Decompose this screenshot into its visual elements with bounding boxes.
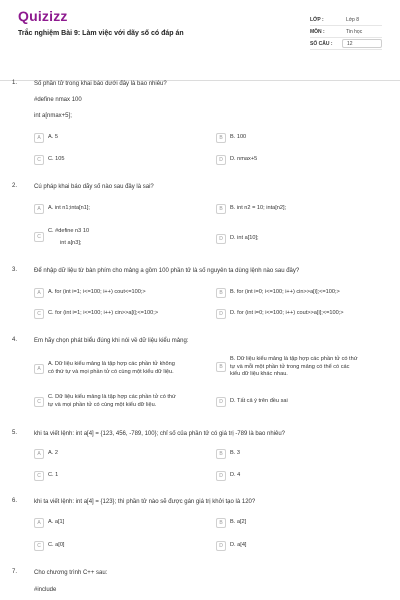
- count-value: 12: [342, 39, 382, 48]
- option-line: B. Dữ liệu kiểu mảng là tập hợp các phần tử có thứ: [230, 356, 358, 362]
- option-letter: A: [34, 288, 44, 298]
- option-b[interactable]: [216, 449, 240, 459]
- subject-value: Tin học: [346, 28, 363, 35]
- option-d[interactable]: [216, 309, 344, 319]
- option-text: C. for (int i=1; i<=100; i++) cin>>a[i];<=100;>: [48, 310, 159, 317]
- option-letter: D: [216, 309, 226, 319]
- option-text: [230, 356, 357, 379]
- option-text: A. a[1]: [48, 519, 65, 526]
- option-letter: C: [34, 471, 44, 481]
- option-text: C. 105: [48, 156, 65, 163]
- option-c[interactable]: [34, 155, 64, 165]
- worksheet-title: Trắc nghiệm Bài 9: Làm việc với dãy số có đáp án: [18, 30, 184, 37]
- question-number: 5.: [12, 430, 18, 436]
- option-letter: C: [34, 309, 44, 319]
- option-line: A. Dữ liệu kiểu mảng là tập hợp các phần tử không: [48, 361, 175, 367]
- option-d[interactable]: [216, 471, 240, 481]
- option-text: D. for (int i=0; i<=100; i++) cout>>a[i];<=100;>: [230, 310, 344, 317]
- option-b[interactable]: [216, 288, 340, 298]
- option-b[interactable]: [216, 133, 246, 143]
- option-text: A. 2: [48, 450, 58, 457]
- question-text: Cú pháp khai báo dãy số nào sau đây là sai?: [34, 184, 154, 190]
- option-d[interactable]: [216, 155, 257, 165]
- option-a[interactable]: [34, 449, 58, 459]
- header-left: [18, 8, 184, 66]
- option-letter: A: [34, 133, 44, 143]
- option-text: A. 5: [48, 134, 58, 141]
- option-line: tự và mỗi một phần tử trong mảng có thể có các: [230, 363, 350, 370]
- option-b[interactable]: [216, 518, 246, 528]
- option-b[interactable]: [216, 204, 286, 214]
- question-text: Em hãy chọn phát biểu đúng khi nói về dữ liệu kiểu mảng:: [34, 338, 189, 344]
- option-letter: D: [216, 397, 226, 407]
- option-letter: A: [34, 364, 44, 374]
- option-d[interactable]: [216, 397, 288, 407]
- option-text: D. int a[10];: [230, 235, 259, 242]
- class-label: LỚP :: [310, 16, 324, 23]
- option-text: [48, 361, 175, 376]
- question-number: 7.: [12, 569, 18, 575]
- option-letter: C: [34, 541, 44, 551]
- question-number: 1.: [12, 80, 18, 86]
- option-line: kiểu dữ liệu khác nhau.: [230, 371, 288, 377]
- option-text: B. for (int i=0; i<=100; i++) cin>>a[i];<=100;>: [230, 289, 340, 296]
- meta-subject: [310, 26, 382, 38]
- question-number: 6.: [12, 498, 18, 504]
- option-letter: B: [216, 518, 226, 528]
- option-text: A. int n1;inta[n1];: [48, 205, 90, 212]
- option-a[interactable]: [34, 361, 175, 376]
- class-value: Lớp 8: [346, 16, 360, 23]
- question-text: Để nhập dữ liệu từ bàn phím cho mảng a gồm 100 phần tử là số nguyên ta dùng lệnh nào sau đây?: [34, 268, 300, 274]
- count-label: SỐ CÂU :: [310, 40, 333, 47]
- option-text: C. 1: [48, 472, 59, 479]
- option-text: [48, 394, 176, 409]
- question-text: Cho chương trình C++ sau:: [34, 570, 108, 576]
- option-letter: C: [34, 155, 44, 165]
- code-line: #define nmax 100: [34, 97, 82, 103]
- quizizz-logo: Quizizz: [18, 8, 68, 24]
- option-line: có thứ tự và mọi phần tử có cùng một kiểu dữ liệu.: [48, 368, 174, 375]
- question-text: Số phần tử trong khai báo dưới đây là bao nhiêu?: [34, 81, 167, 87]
- worksheet-meta: [310, 14, 382, 66]
- option-a[interactable]: [34, 204, 90, 214]
- meta-class: [310, 14, 382, 26]
- option-c[interactable]: [34, 225, 89, 249]
- code-line: #include: [34, 587, 57, 593]
- option-text: C. a[0]: [48, 542, 65, 549]
- option-letter: B: [216, 449, 226, 459]
- option-a[interactable]: [34, 518, 64, 528]
- option-text: B. 100: [230, 134, 247, 141]
- option-letter: B: [216, 288, 226, 298]
- question-number: 2.: [12, 183, 18, 189]
- option-letter: B: [216, 133, 226, 143]
- question-number: 4.: [12, 337, 18, 343]
- option-c[interactable]: [34, 471, 58, 481]
- option-letter: A: [34, 518, 44, 528]
- option-line: C. #define n3 10: [48, 228, 90, 234]
- option-letter: D: [216, 155, 226, 165]
- question-text: khi ta viết lệnh: int a[4] = {123, 456, -789, 100}; chỉ số của phần tử có giá trị -789 là bao nhiêu?: [34, 431, 286, 437]
- meta-count: [310, 38, 382, 50]
- option-text: D. a[4]: [230, 542, 247, 549]
- option-b[interactable]: [216, 356, 357, 379]
- option-text: B. 3: [230, 450, 240, 457]
- option-text: B. int n2 = 10; inta[n2];: [230, 205, 287, 212]
- option-line: tự và mọi phần tử có cùng một kiểu dữ liệu.: [48, 401, 157, 408]
- option-d[interactable]: [216, 541, 246, 551]
- option-c[interactable]: [34, 394, 176, 409]
- option-letter: C: [34, 397, 44, 407]
- option-text: D. Tất cả ý trên đều sai: [230, 398, 288, 405]
- option-letter: D: [216, 471, 226, 481]
- option-line: C. Dữ liệu kiểu mảng là tập hợp các phần tử có thứ: [48, 394, 176, 400]
- worksheet-header: [18, 8, 382, 66]
- option-letter: B: [216, 362, 226, 372]
- option-a[interactable]: [34, 288, 146, 298]
- option-text: D. nmax+5: [230, 156, 258, 163]
- option-letter: D: [216, 234, 226, 244]
- subject-label: MÔN :: [310, 28, 325, 35]
- option-letter: A: [34, 204, 44, 214]
- option-a[interactable]: [34, 133, 58, 143]
- option-text: D. 4: [230, 472, 241, 479]
- code-line: int a[nmax+5];: [34, 113, 72, 119]
- option-letter: D: [216, 541, 226, 551]
- option-letter: C: [34, 232, 44, 242]
- option-text: [48, 225, 89, 249]
- question-text: khi ta viết lệnh: int a[4] = {123}; thì phần tử nào sẽ được gán giá trị khởi tạo là 120?: [34, 499, 256, 505]
- option-letter: B: [216, 204, 226, 214]
- option-letter: A: [34, 449, 44, 459]
- option-text: B. a[2]: [230, 519, 247, 526]
- option-line: int a[n3];: [60, 240, 82, 246]
- question-number: 3.: [12, 267, 18, 273]
- option-c[interactable]: [34, 541, 64, 551]
- option-d[interactable]: [216, 234, 259, 244]
- option-text: A. for (int i=1; i<=100; i++) cout<=100;>: [48, 289, 146, 296]
- option-c[interactable]: [34, 309, 158, 319]
